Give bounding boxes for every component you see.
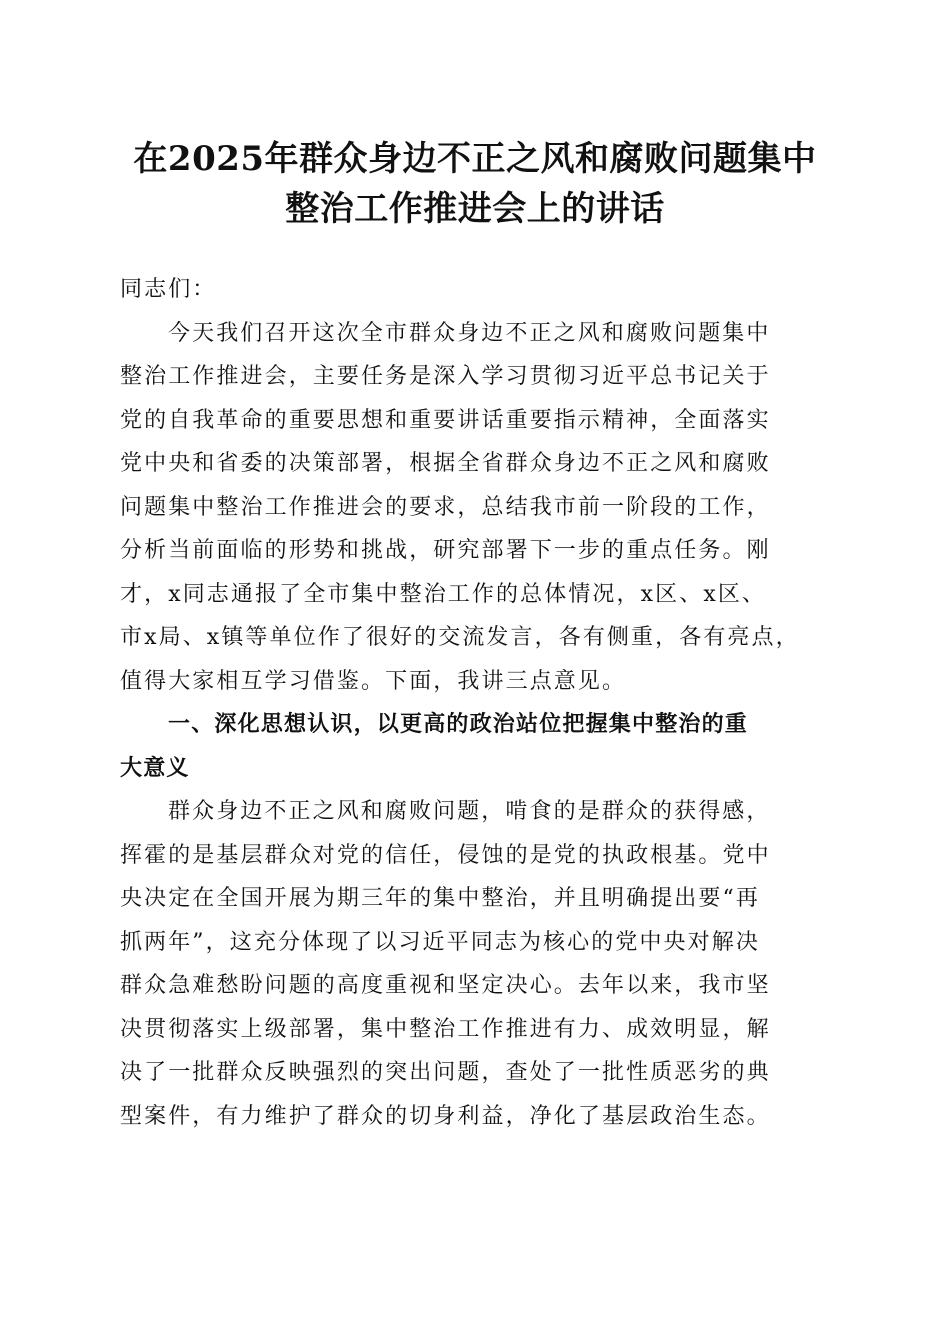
section-heading-1 <box>120 703 832 790</box>
text-line: 挥霍的是基层群众对党的信任，侵蚀的是党的执政根基。党中 <box>120 842 771 868</box>
text-line: 党的自我革命的重要思想和重要讲话重要指示精神，全面落实 <box>120 407 771 433</box>
text-line: 决了一批群众反映强烈的突出问题，查处了一批性质恶劣的典 <box>120 1060 771 1085</box>
text-line: 型案件，有力维护了群众的切身利益，净化了基层政治生态。 <box>120 1103 771 1129</box>
paragraph-section-1 <box>120 790 832 1138</box>
text-line: 分析当前面临的形势和挑战，研究部署下一步的重点任务。刚 <box>120 538 771 563</box>
title-line-2: 整治工作推进会上的讲话 <box>285 189 665 229</box>
salutation: 同志们： <box>120 277 217 302</box>
text-line: 党中央和省委的决策部署，根据全省群众身边不正之风和腐败 <box>120 451 771 476</box>
text-line: 才，x同志通报了全市集中整治工作的总体情况，x区、x区、 <box>120 581 767 607</box>
document-body <box>120 268 832 1138</box>
text-line: 群众急难愁盼问题的高度重视和坚定决心。去年以来，我市坚 <box>120 973 771 998</box>
text-line: 决贯彻落实上级部署，集中整治工作推进有力、成效明显，解 <box>120 1016 771 1042</box>
text-line: 值得大家相互学习借鉴。下面，我讲三点意见。 <box>120 668 627 694</box>
text-line: 问题集中整治工作推进会的要求，总结我市前一阶段的工作， <box>120 494 771 520</box>
paragraph-opening <box>120 312 832 704</box>
text-line: 抓两年”，这充分体现了以习近平同志为核心的党中央对解决 <box>120 929 760 955</box>
text-line: 群众身边不正之风和腐败问题，啃食的是群众的获得感， <box>168 799 771 824</box>
text-line: 市x局、x镇等单位作了很好的交流发言，各有侧重，各有亮点， <box>120 625 800 650</box>
text-line: 今天我们召开这次全市群众身边不正之风和腐败问题集中 <box>168 320 771 346</box>
heading-line: 大意义 <box>120 754 190 781</box>
text-line: 央决定在全国开展为期三年的集中整治，并且明确提出要“再 <box>120 886 760 911</box>
heading-line: 一、深化思想认识，以更高的政治站位把握集中整治的重 <box>168 711 749 737</box>
document-title <box>90 134 860 234</box>
text-line: 整治工作推进会，主要任务是深入学习贯彻习近平总书记关于 <box>120 364 771 389</box>
title-line-1: 在2025年群众身边不正之风和腐败问题集中 <box>133 139 817 179</box>
